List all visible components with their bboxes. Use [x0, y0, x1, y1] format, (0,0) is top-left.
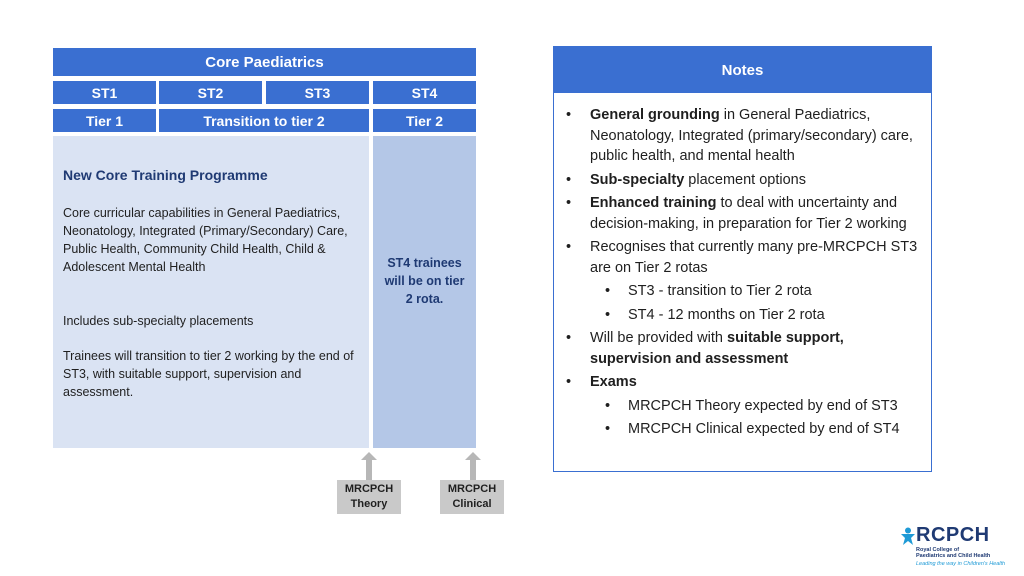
rcpch-line2: Paediatrics and Child Health — [916, 553, 991, 559]
note-subspecialty: • Sub-specialty placement options — [566, 171, 806, 188]
clinical-line1: MRCPCH — [447, 483, 497, 495]
clinical-line2: Clinical — [452, 498, 492, 510]
st4-panel-text: ST4 trainees will be on tier 2 rota. — [384, 256, 465, 306]
note-support: • Will be provided with suitable support, supervision and assessment — [566, 330, 844, 367]
note-tier2-rotas: • Recognises that currently many pre-MRCPCH ST3 are on Tier 2 rotas — [566, 239, 918, 276]
programme-title: New Core Training Programme — [63, 167, 268, 183]
note-enhanced-training: • Enhanced training to deal with uncertainty and decision-making, in preparation for Tier 2 working — [566, 195, 907, 232]
st3-label: ST3 — [266, 81, 369, 104]
tier1-label: Tier 1 — [53, 109, 156, 132]
note-general-grounding: • General grounding in General Paediatrics, Neonatology, Integrated (primary/secondary) care, public health, and mental health — [566, 107, 913, 164]
rcpch-tagline: Leading the way in Children's Health — [916, 561, 1006, 567]
rcpch-logo — [900, 525, 1005, 571]
child-figure-icon — [900, 527, 916, 545]
programme-capabilities: Core curricular capabilities in General Paediatrics, Neonatology, Integrated (Primary/Secondary) Care, Public Health, Community Child Health, Child & Adolescent Mental Health — [63, 206, 348, 274]
programme-transition: Trainees will transition to tier 2 working by the end of ST3, with suitable support, supervision and assessment. — [63, 349, 354, 399]
notes-list — [564, 105, 924, 443]
rcpch-line1: Royal College of — [916, 547, 960, 553]
core-paediatrics-header: Core Paediatrics — [53, 48, 476, 76]
note-st3-transition: • ST3 - transition to Tier 2 rota — [605, 283, 812, 299]
theory-line2: Theory — [350, 498, 388, 510]
theory-line1: MRCPCH — [344, 483, 394, 495]
programme-subspecialty: Includes sub-specialty placements — [63, 314, 254, 328]
transition-label: Transition to tier 2 — [159, 109, 369, 132]
note-exam-theory: • MRCPCH Theory expected by end of ST3 — [605, 397, 898, 414]
tier2-label: Tier 2 — [373, 109, 476, 132]
notes-title: Notes — [554, 47, 931, 93]
mrcpch-clinical-box — [440, 480, 504, 514]
st2-label: ST2 — [159, 81, 262, 104]
clinical-arrow — [465, 452, 481, 480]
note-exam-clinical: • MRCPCH Clinical expected by end of ST4 — [605, 421, 900, 437]
theory-arrow — [361, 452, 377, 480]
rcpch-name: RCPCH — [916, 524, 990, 546]
notes-box — [553, 46, 932, 472]
note-exams: • Exams — [566, 374, 637, 390]
st4-label: ST4 — [373, 81, 476, 104]
note-st4-months: • ST4 - 12 months on Tier 2 rota — [605, 306, 825, 323]
mrcpch-theory-box — [337, 480, 401, 514]
st1-label: ST1 — [53, 81, 156, 104]
